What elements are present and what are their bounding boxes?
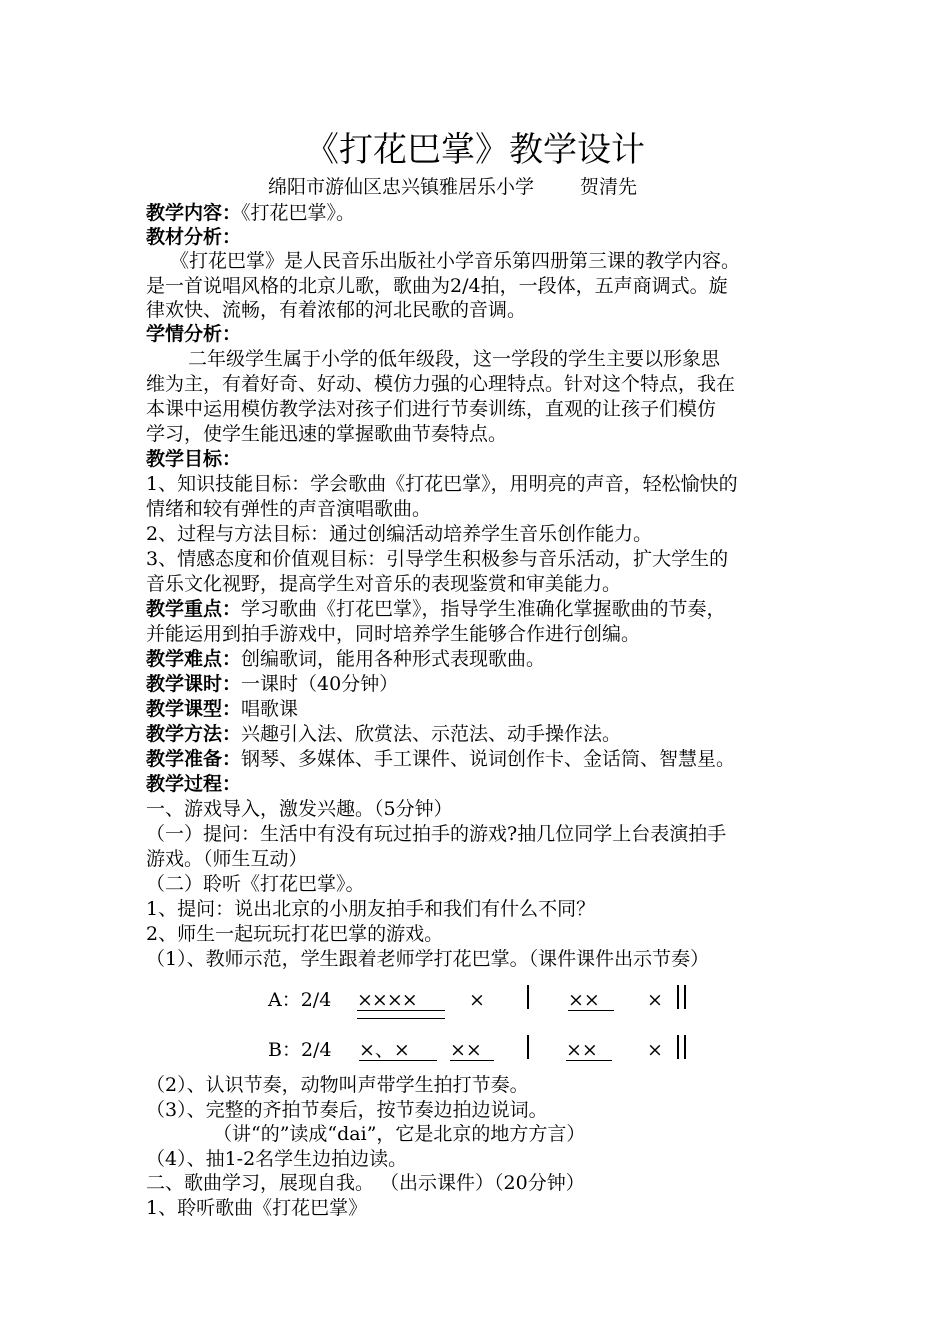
teaching-content-text: 《打花巴掌》。 (241, 202, 356, 224)
rhythm-b-label: B：2/4 (268, 1039, 332, 1061)
rhythm-a-label: A：2/4 (268, 989, 332, 1011)
final-bar-line (677, 1035, 679, 1059)
process-line: （1）、教师示范，学生跟着老师学打花巴掌。（课件课件出示节奏） (146, 948, 710, 970)
rhythm-a-beat-4: × (647, 989, 663, 1011)
goals-label: 教学目标： (146, 448, 242, 470)
methods-line (146, 722, 621, 746)
analysis-line: 律欢快、流畅，有着浓郁的河北民歌的音调。 (146, 299, 527, 321)
learners-label: 学情分析： (146, 323, 242, 345)
final-bar-line (684, 985, 686, 1009)
document-title: 《打花巴掌》教学设计 (305, 130, 645, 170)
analysis-line: 是一首说唱风格的北京儿歌，歌曲为2/4拍，一段体，五声商调式。旋 (146, 275, 728, 297)
analysis-line: 《打花巴掌》是人民音乐出版社小学音乐第四册第三课的教学内容。 (170, 250, 741, 272)
rhythm-a-beat-3: ×× (568, 989, 600, 1011)
bar-line (527, 985, 529, 1009)
learners-line: 本课中运用模仿教学法对孩子们进行节奏训练，直观的让孩子们模仿 (146, 398, 717, 420)
type-label: 教学课型： (146, 698, 242, 720)
rhythm-a-beat-2: × (469, 989, 485, 1011)
prep-line (146, 747, 735, 771)
beam-line (359, 1060, 437, 1061)
goals-line: 情绪和较有弹性的声音演唱歌曲。 (146, 498, 432, 520)
after-line: （2）、认识节奏，动物叫声带学生拍打节奏。 (146, 1074, 529, 1096)
rhythm-b-beat-3: ×× (566, 1039, 598, 1061)
learners-line: 维为主，有着好奇、好动、模仿力强的心理特点。针对这个特点，我在 (146, 373, 736, 395)
difficulty-label: 教学难点： (146, 648, 242, 670)
focus-line-2: 并能运用到拍手游戏中，同时培养学生能够合作进行创编。 (146, 623, 641, 645)
beam-line (566, 1060, 612, 1061)
after-line: 1、聆听歌曲《打花巴掌》 (146, 1197, 368, 1219)
process-line: （二）聆听《打花巴掌》。 (146, 873, 365, 895)
final-bar-line (677, 985, 679, 1009)
focus-label: 教学重点： (146, 598, 242, 620)
bar-line (527, 1035, 529, 1059)
after-line: （3）、完整的齐拍节奏后，按节奏边拍边说词。 (146, 1099, 548, 1121)
prep-label: 教学准备： (146, 748, 242, 770)
author-name: 贺清先 (580, 176, 638, 198)
learners-line: 学习，使学生能迅速的掌握歌曲节奏特点。 (146, 423, 508, 445)
after-line: 二、歌曲学习，展现自我。 （出示课件）（20分钟） (146, 1172, 585, 1194)
process-label: 教学过程： (146, 773, 242, 795)
goals-line: 3、情感态度和价值观目标：引导学生积极参与音乐活动，扩大学生的 (146, 548, 729, 570)
methods-text: 兴趣引入法、欣赏法、示范法、动手操作法。 (241, 723, 622, 745)
rhythm-b-beat-1: ×、× (359, 1039, 410, 1061)
beam-line (357, 1018, 445, 1019)
focus-line (146, 597, 726, 621)
author-line (268, 174, 637, 200)
rhythm-a-beat-1: ×××× (357, 989, 417, 1011)
beam-line (357, 1010, 445, 1011)
analysis-label: 教材分析： (146, 226, 242, 248)
hours-line (146, 672, 398, 696)
hours-label: 教学课时： (146, 673, 242, 695)
rhythm-b-beat-2: ×× (450, 1039, 482, 1061)
goals-line: 音乐文化视野，提高学生对音乐的表现鉴赏和审美能力。 (146, 573, 622, 595)
rhythm-b-beat-4: × (647, 1039, 663, 1061)
beam-line (568, 1010, 614, 1011)
beam-line (450, 1060, 494, 1061)
difficulty-text: 创编歌词，能用各种形式表现歌曲。 (241, 648, 546, 670)
goals-line: 1、知识技能目标：学会歌曲《打花巴掌》，用明亮的声音，轻松愉快的 (146, 473, 738, 495)
final-bar-line (684, 1035, 686, 1059)
type-text: 唱歌课 (241, 698, 299, 720)
process-line: 一、游戏导入，激发兴趣。（5分钟） (146, 798, 453, 820)
process-line: 游戏。（师生互动） (146, 848, 308, 870)
goals-line: 2、过程与方法目标：通过创编活动培养学生音乐创作能力。 (146, 523, 653, 545)
after-line: （讲“的”读成“dai”，它是北京的地方方言） (213, 1123, 586, 1145)
methods-label: 教学方法： (146, 723, 242, 745)
after-line: （4）、抽1-2名学生边拍边读。 (146, 1148, 408, 1170)
prep-text: 钢琴、多媒体、手工课件、说词创作卡、金话筒、智慧星。 (241, 748, 736, 770)
process-line: （一）提问：生活中有没有玩过拍手的游戏?抽几位同学上台表演拍手 (146, 823, 727, 845)
author-school: 绵阳市游仙区忠兴镇雅居乐小学 (268, 176, 535, 198)
process-line: 2、师生一起玩玩打花巴掌的游戏。 (146, 923, 444, 945)
teaching-content (146, 201, 355, 225)
learners-line: 二年级学生属于小学的低年级段，这一学段的学生主要以形象思 (188, 348, 721, 370)
teaching-content-label: 教学内容： (146, 202, 242, 224)
process-line: 1、提问：说出北京的小朋友拍手和我们有什么不同？ (146, 898, 596, 920)
hours-text: 一课时（40分钟） (241, 673, 399, 695)
focus-text: 学习歌曲《打花巴掌》，指导学生准确化掌握歌曲的节奏， (241, 598, 726, 620)
difficulty-line (146, 647, 545, 671)
type-line (146, 697, 298, 721)
